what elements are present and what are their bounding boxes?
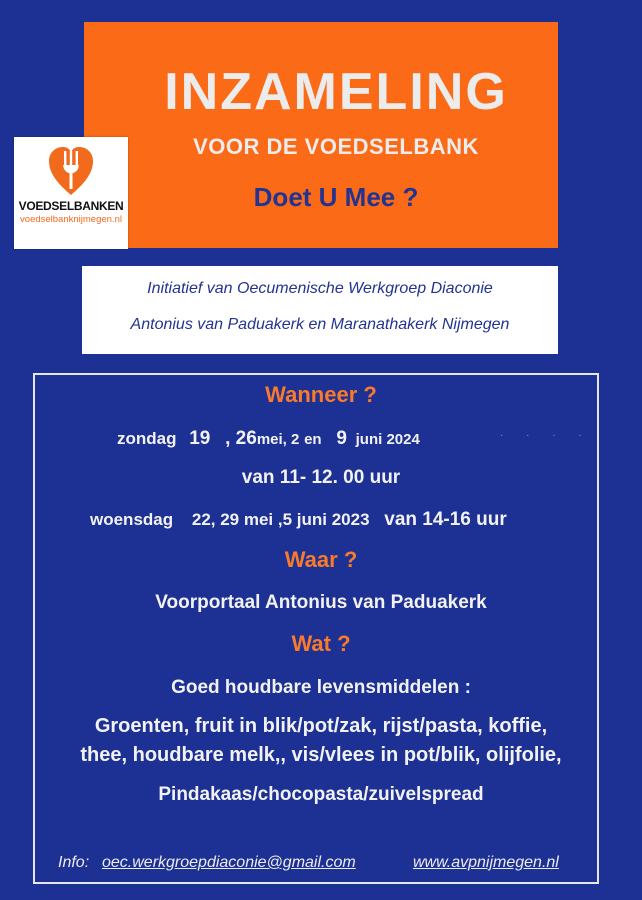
sunday-month-1: mei, 2 <box>256 431 300 448</box>
sunday-day: zondag <box>117 429 177 448</box>
logo-url: voedselbanknijmegen.nl <box>20 214 122 225</box>
sunday-and: en <box>304 431 322 448</box>
info-label: Info: <box>58 854 90 871</box>
initiative-line-1: Initiatief van Oecumenische Werkgroep Diaconie <box>147 280 493 297</box>
initiative-box <box>82 266 558 354</box>
heart-fork-icon <box>47 145 95 197</box>
email-link-text[interactable]: oec.werkgroepdiaconie@gmail.com <box>102 854 356 871</box>
sunday-date-sep: , 26 <box>225 428 257 449</box>
voedselbanken-logo <box>14 137 128 249</box>
website-link[interactable] <box>413 854 559 872</box>
where-heading: Waar ? <box>284 547 358 572</box>
when-heading: Wanneer ? <box>265 382 377 407</box>
sunday-date-1: 19 <box>189 428 211 449</box>
what-intro: Goed houdbare levensmiddelen : <box>171 677 471 698</box>
items-line-1: Groenten, fruit in blik/pot/zak, rijst/pasta, koffie, <box>94 715 548 737</box>
wednesday-time: van 14-16 uur <box>384 509 507 530</box>
sunday-line <box>117 428 420 450</box>
initiative-line-2: Antonius van Paduakerk en Maranathakerk Nijmegen <box>130 316 510 333</box>
wednesday-day: woensdag <box>90 510 174 529</box>
email-link[interactable] <box>102 854 356 872</box>
header-banner <box>84 22 558 248</box>
page-title: INZAMELING <box>164 63 508 121</box>
items-line-3: Pindakaas/chocopasta/zuivelspread <box>158 784 484 805</box>
website-link-text[interactable]: www.avpnijmegen.nl <box>413 854 559 871</box>
page-subtitle: VOOR DE VOEDSELBANK <box>193 134 479 159</box>
sunday-month-2: juni 2024 <box>355 431 420 448</box>
wednesday-line <box>90 509 507 531</box>
wednesday-dates: 22, 29 mei ,5 juni 2023 <box>191 510 370 529</box>
logo-name: VOEDSELBANKEN <box>18 199 124 213</box>
items-line-2: thee, houdbare melk,, vis/vlees in pot/blik, olijfolie, <box>80 744 562 766</box>
decorative-dots: · · · · <box>500 430 592 441</box>
sunday-date-2: 9 <box>336 428 347 449</box>
what-heading: Wat ? <box>291 631 351 656</box>
sunday-time: van 11- 12. 00 uur <box>241 467 401 488</box>
location: Voorportaal Antonius van Paduakerk <box>155 592 487 613</box>
call-to-action: Doet U Mee ? <box>253 182 419 212</box>
